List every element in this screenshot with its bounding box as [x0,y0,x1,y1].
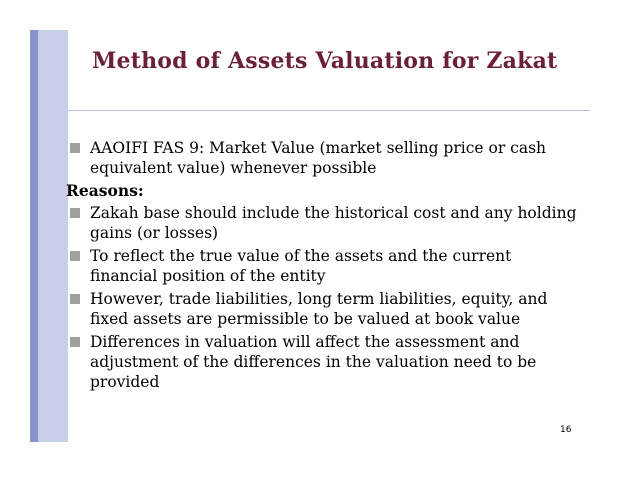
square-bullet-icon [70,251,80,261]
bullet-item [66,246,581,286]
bullet-text: To reflect the true value of the assets and the current financial position of the entity [90,247,512,285]
square-bullet-icon [70,143,80,153]
bullet-text: Differences in valuation will affect the assessment and adjustment of the differences in the valuation need to be provided [90,333,537,391]
square-bullet-icon [70,294,80,304]
square-bullet-icon [70,208,80,218]
bullet-item [66,138,581,178]
bullet-text: Zakah base should include the historical cost and any holding gains (or losses) [90,204,577,242]
reasons-heading: Reasons: [66,181,144,200]
bullet-item [66,332,581,392]
slide-title: Method of Assets Valuation for Zakat [92,48,558,74]
title-divider [68,110,590,111]
bullet-text: AAOIFI FAS 9: Market Value (market selling price or cash equivalent value) whenever possible [90,139,547,177]
square-bullet-icon [70,337,80,347]
accent-bar-dark [30,30,38,442]
slide-body [66,138,581,395]
page-number: 16 [560,425,572,435]
bullet-item [66,203,581,243]
bullet-item [66,289,581,329]
bullet-text: However, trade liabilities, long term liabilities, equity, and fixed assets are permissible to be valued at book value [90,290,548,328]
